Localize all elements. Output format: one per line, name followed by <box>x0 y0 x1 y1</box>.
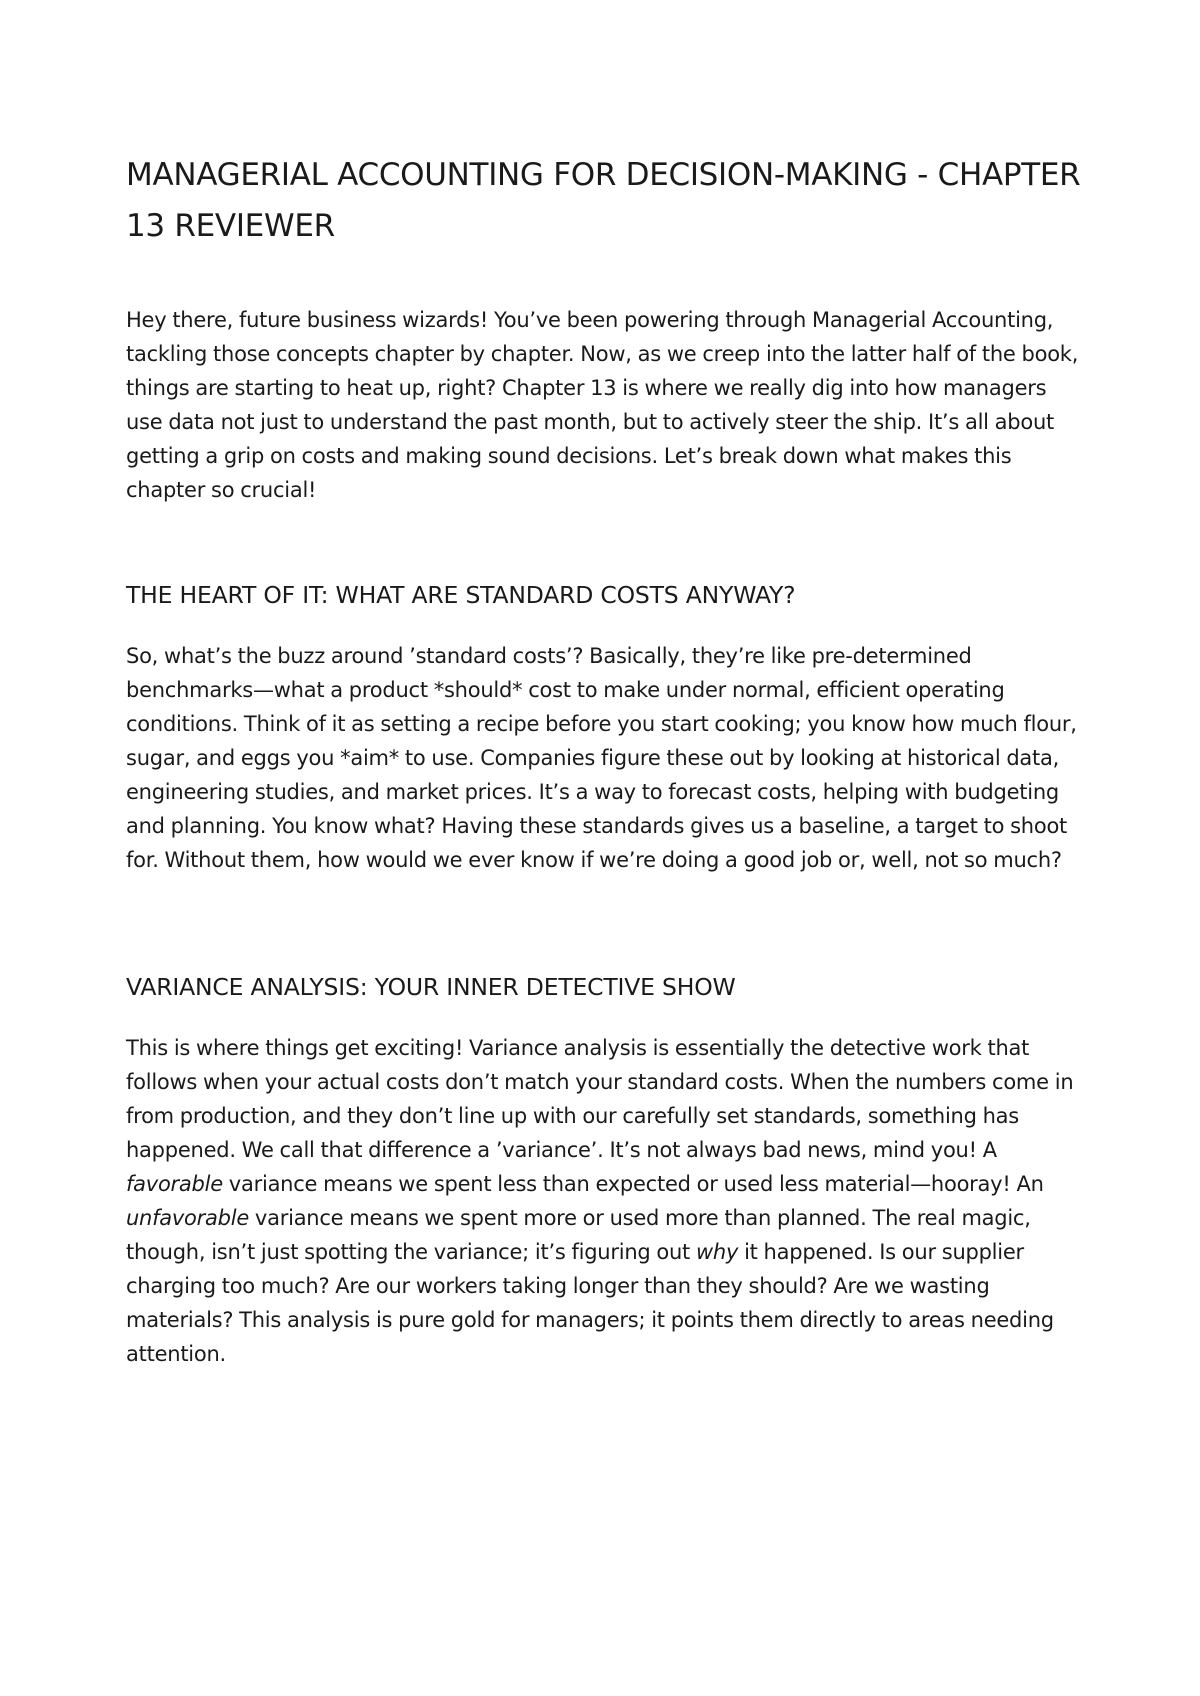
emphasis-unfavorable: unfavorable <box>126 1206 249 1230</box>
body-text: variance means we spent more or used more than planned. The real magic, though, isn’t just spotting the variance; it’s figuring out <box>126 1206 1031 1264</box>
intro-paragraph: Hey there, future business wizards! You’ve been powering through Managerial Accounting, tackling those concepts chapter by chapter. Now, as we creep into the latter half of the book, things are starting to heat up, right? Chapter 13 is where we really dig into how managers use data not just to understand the past month, but to actively steer the ship. It’s all about getting a grip on costs and making sound decisions. Let’s break down what makes this chapter so crucial! <box>126 308 1079 502</box>
section-heading-variance-analysis: VARIANCE ANALYSIS: YOUR INNER DETECTIVE SHOW <box>126 973 736 1001</box>
body-text: it happened. Is our supplier charging too much? Are our workers taking longer than they should? Are we wasting materials? This analysis is pure gold for managers; it points them directly to areas needing attention. <box>126 1240 1054 1366</box>
section-body-standard-costs: So, what’s the buzz around ’standard costs’? Basically, they’re like pre-determined benchmarks—what a product *should* cost to make under normal, efficient operating conditions. Think of it as setting a recipe before you start cooking; you know how much flour, sugar, and eggs you *aim* to use. Companies figure these out by looking at historical data, engineering studies, and market prices. It’s a way to forecast costs, helping with budgeting and planning. You know what? Having these standards gives us a baseline, a target to shoot for. Without them, how would we ever know if we’re doing a good job or, well, not so much? <box>126 644 1077 872</box>
body-text: variance means we spent less than expected or used less material—hooray! An <box>222 1172 1044 1196</box>
emphasis-favorable: favorable <box>126 1172 223 1196</box>
section-heading-standard-costs: THE HEART OF IT: WHAT ARE STANDARD COSTS ANYWAY? <box>126 581 796 609</box>
emphasis-why: why <box>695 1240 739 1264</box>
document-title: MANAGERIAL ACCOUNTING FOR DECISION-MAKING - CHAPTER 13 REVIEWER <box>126 157 1081 244</box>
section-body-variance-analysis <box>126 1031 1086 1371</box>
body-text: This is where things get exciting! Variance analysis is essentially the detective work that follows when your actual costs don’t match your standard costs. When the numbers come in from production, and they don’t line up with our carefully set standards, something has happened. We call that difference a ’variance’. It’s not always bad news, mind you! A <box>126 1036 1074 1162</box>
